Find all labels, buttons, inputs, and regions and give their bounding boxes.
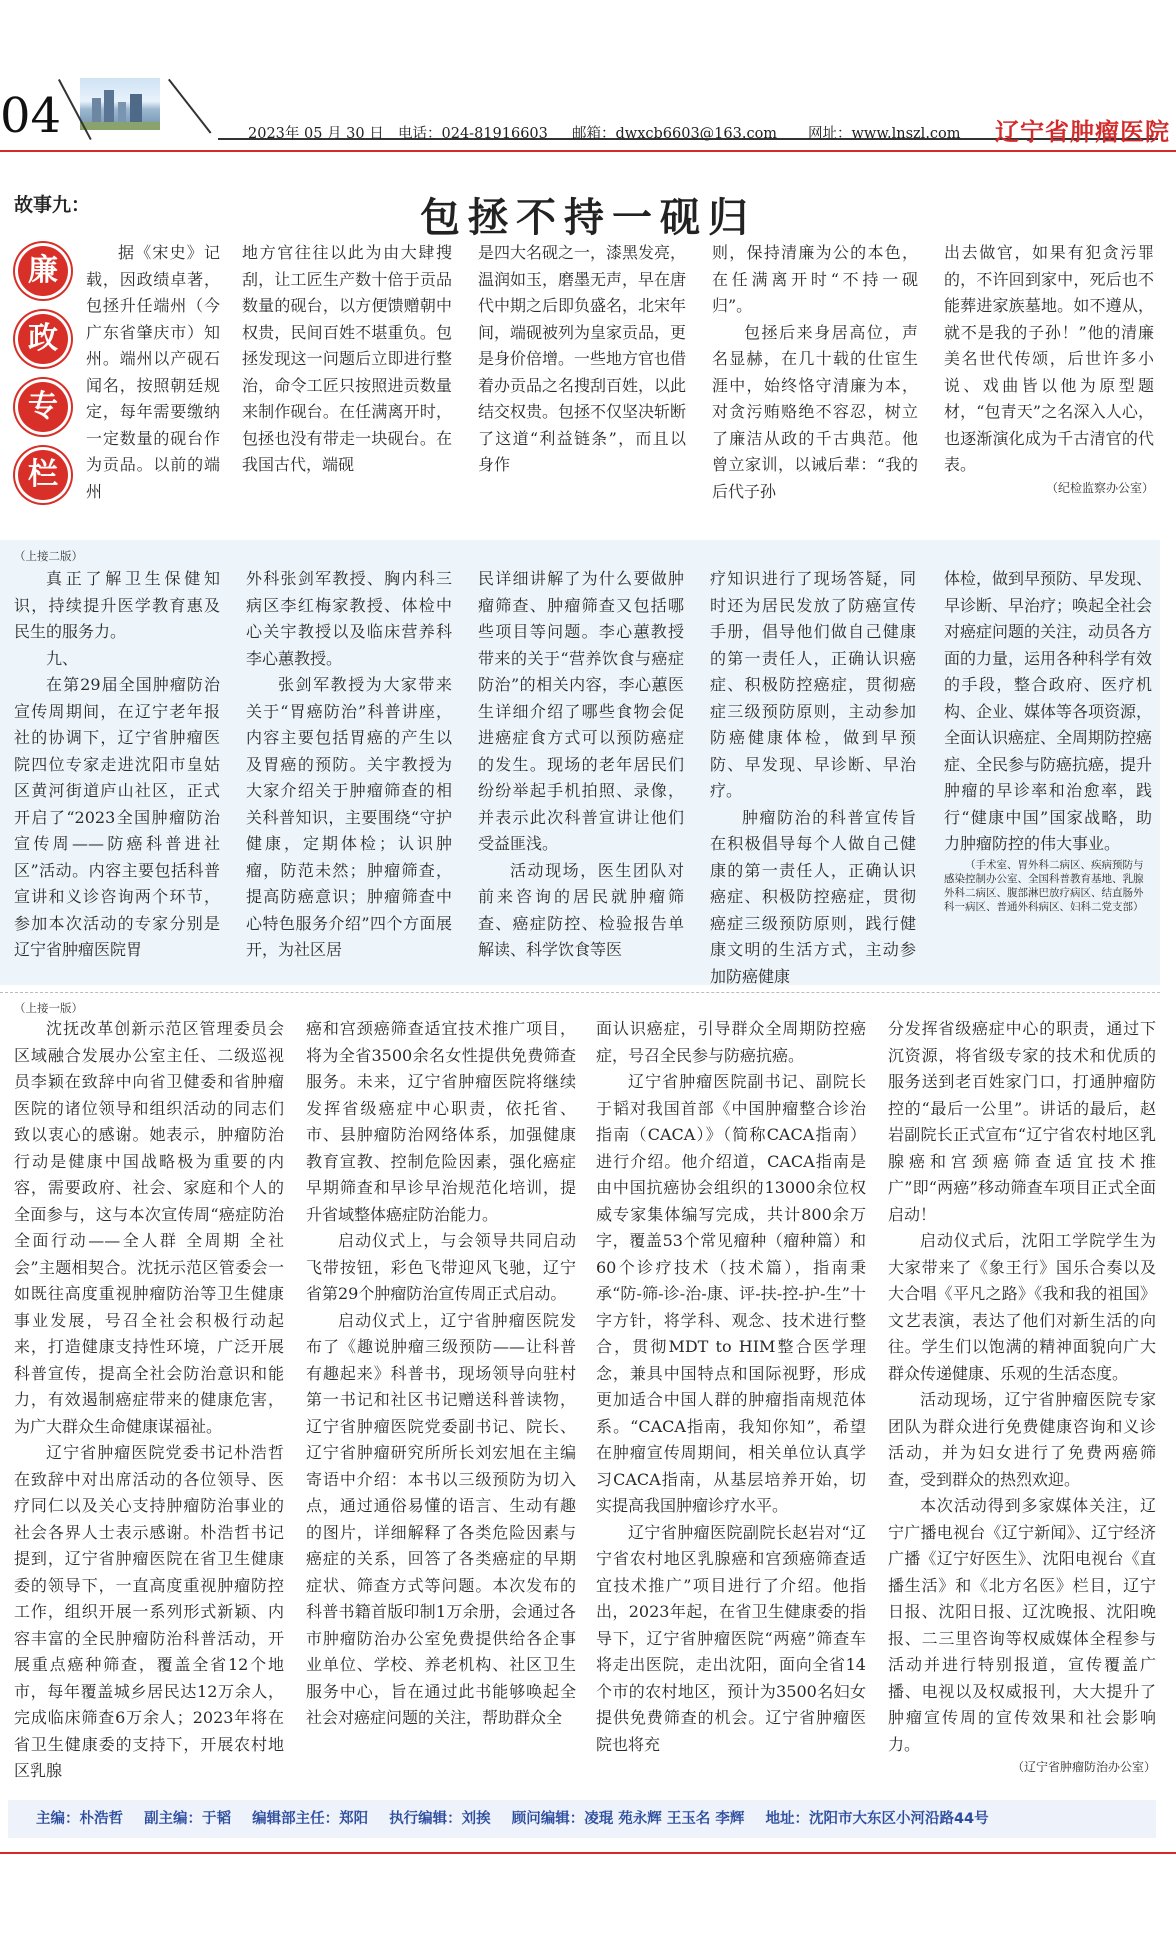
s3-para: 癌和宫颈癌筛查适宜技术推广项目，将为全省3500余名女性提供免费筛查服务。未来，辽宁省肿瘤医院将继续发挥省级癌症中心职责，依托省、市、县肿瘤防治网络体系，加强健康教育宣教、控制危险因素，强化癌症早期筛查和早诊早治规范化培训，提升省域整体癌症防治能力。 (306, 1019, 576, 1224)
header-red-rule (0, 150, 1176, 152)
s3-column-1 (14, 1016, 284, 1785)
s3-para: 沈抚改革创新示范区管理委员会区域融合发展办公室主任、二级巡视员李颖在致辞中向省卫健委和省肿瘤医院的诸位领导和组织活动的同志们致以衷心的感谢。她表示，肿瘤防治行动是健康中国战略极为重要的内容，需要政府、社会、家庭和个人的全面参与，这与本次宣传周“癌症防治 全面行动——全人群 全周期 全社会”主题相契合。沈抚示范区管委会一如既往高度重视肿瘤防治等卫生健康事业发展，号召全社会积极行动起来，打造健康支持性环境，广泛开展科普宣传，提高全社会防治意识和能力，有效遏制癌症带来的健康危害，为广大群众生命健康谋福祉。 (14, 1019, 284, 1436)
s2-column-4 (710, 566, 916, 990)
story-label: 故事九： (14, 194, 91, 216)
section-divider (0, 992, 1160, 993)
s2-para: 真正了解卫生保健知识，持续提升医学教育惠及民生的服务力。 (14, 569, 220, 641)
story-para: 据《宋史》记载，因政绩卓著，包拯升任端州（今广东省肇庆市）知州。端州以产砚石闻名，按照朝廷规定，每年需要缴纳一定数量的砚台作为贡品。以前的端州 (86, 243, 220, 501)
s2-para: 疗知识进行了现场答疑，同时还为居民发放了防癌宣传手册，倡导他们做自己健康的第一责任人，正确认识癌症、积极防控癌症，贯彻癌症三级预防原则，主动参加防癌健康体检，做到早预防、早发现、早诊断、早治疗。 (710, 569, 916, 800)
s3-column-2 (306, 1016, 576, 1732)
footer-exec-editor: 执行编辑：刘挨 (389, 1811, 491, 1827)
s2-para: 民详细讲解了为什么要做肿瘤筛查、肿瘤筛查又包括哪些项目等问题。李心蕙教授带来的关于“营养饮食与癌症防治”的相关内容，李心蕙医生详细介绍了哪些食物会促进癌症食方式可以预防癌症的发生。现场的老年居民们纷纷举起手机拍照、录像，并表示此次科普宣讲让他们受益匪浅。 (478, 569, 684, 853)
story-title: 包拯不持一砚归 (420, 195, 756, 241)
s2-para: 九、 (46, 648, 79, 668)
s3-para: 活动现场，辽宁省肿瘤医院专家团队为群众进行免费健康咨询和义诊活动，并为妇女进行了免费两癌筛查，受到群众的热烈欢迎。 (888, 1390, 1156, 1489)
s3-para: 辽宁省肿瘤医院党委书记朴浩哲在致辞中对出席活动的各位领导、医疗同仁以及关心支持肿瘤防治事业的社会各界人士表示感谢。朴浩哲书记提到，辽宁省肿瘤医院在省卫生健康委的领导下，一直高度重视肿瘤防控工作，组织开展一系列形式新颖、内容丰富的全民肿瘤防治科普活动，开展重点癌种筛查，覆盖全省12个地市，每年覆盖城乡居民达12万余人，完成临床筛查6万余人；2023年将在省卫生健康委的支持下，开展农村地区乳腺 (14, 1443, 284, 1780)
building-icon (80, 78, 160, 130)
footer-address: 地址：沈阳市大东区小河沿路44号 (765, 1811, 989, 1827)
header-thumbnail (80, 78, 160, 130)
header-slash-right (168, 79, 211, 134)
story-para: 出去做官，如果有犯贪污罪的，不许回到家中，死后也不能葬进家族墓地。如不遵从，就不是我的子孙！”他的清廉美名世代传颂，后世许多小说、戏曲皆以他为原型题材，“包青天”之名深入人心，也逐渐演化成为千古清官的代表。 (944, 243, 1154, 474)
s2-column-2 (246, 566, 452, 964)
badge-char-1: 廉 (18, 246, 68, 296)
masthead-footer (8, 1800, 1156, 1838)
s2-para: 活动现场，医生团队对前来咨询的居民就肿瘤筛查、癌症防控、检验报告单解读、科学饮食等医 (478, 860, 684, 959)
s3-para: 启动仪式后，沈阳工学院学生为大家带来了《象王行》国乐合奏以及大合唱《平凡之路》《我和我的祖国》文艺表演，表达了他们对新生活的向往。学生们以饱满的精神面貌向广大群众传递健康、乐观的生活态度。 (888, 1231, 1156, 1383)
s2-column-3 (478, 566, 684, 964)
s2-column-1 (14, 566, 220, 964)
story-para: 地方官往往以此为由大肆搜刮，让工匠生产数十倍于贡品数量的砚台，以方便馈赠朝中权贵，民间百姓不堪重负。包拯发现这一问题后立即进行整治，命令工匠只按照进贡数量来制作砚台。在任满离开时，包拯也没有带走一块砚台。在我国古代，端砚 (242, 243, 452, 474)
s3-para: 面认识癌症，引导群众全周期防控癌症，号召全民参与防癌抗癌。 (596, 1019, 866, 1065)
story-column-3 (478, 240, 686, 479)
s2-para: 张剑军教授为大家带来关于“胃癌防治”科普讲座，内容主要包括胃癌的产生以及胃癌的预防。关宇教授为大家介绍关于肿瘤筛查的相关科普知识，主要围绕“守护健康，定期体检；认识肿瘤，防范未然；肿瘤筛查，提高防癌意识；肿瘤筛查中心特色服务介绍”四个方面展开，为社区居 (246, 675, 452, 959)
s3-para: 辽宁省肿瘤医院副院长赵岩对“辽宁省农村地区乳腺癌和宫颈癌筛查适宜技术推广”项目进行了介绍。他指出，2023年起，在省卫生健康委的指导下，辽宁省肿瘤医院“两癌”筛查车将走出医院，走出沈阳，面向全省14个市的农村地区，预计为3500名妇女提供免费筛查的机会。辽宁省肿瘤医院也将充 (596, 1522, 866, 1754)
phone-number: 电话：024-81916603 (398, 126, 548, 142)
hospital-logo-text: 辽宁省肿瘤医院 (995, 118, 1170, 146)
footer-advisors: 顾问编辑：凌琨 苑永辉 王玉名 李辉 (511, 1811, 745, 1827)
s3-column-3 (596, 1016, 866, 1758)
s3-para: 启动仪式上，辽宁省肿瘤医院发布了《趣说肿瘤三级预防——让科普有趣起来》科普书，现场领导向驻村第一书记和社区书记赠送科普读物，辽宁省肿瘤医院党委副书记、院长、辽宁省肿瘤研究所所长刘宏旭在主编寄语中介绍：本书以三级预防为切入点，通过通俗易懂的语言、生动有趣的图片，详细解释了各类危险因素与癌症的关系，回答了各类癌症的早期症状、筛查方式等问题。本次发布的科普书籍首版印制1万余册，会通过各市肿瘤防治办公室免费提供给各企事业单位、学校、养老机构、社区卫生服务中心，旨在通过此书能够唤起全社会对癌症问题的关注，帮助群众全 (306, 1310, 576, 1727)
footer-deputy-editor: 副主编：于韬 (144, 1811, 232, 1827)
issue-date: 2023年 05 月 30 日 (248, 126, 384, 142)
s3-para: 本次活动得到多家媒体关注，辽宁广播电视台《辽宁新闻》、辽宁经济广播《辽宁好医生》、沈阳电视台《直播生活》和《北方名医》栏目，辽宁日报、沈阳日报、辽沈晚报、沈阳晚报、二三里咨询等权威媒体全程参与活动并进行特别报道，宣传覆盖广播、电视以及权威报刊，大大提升了肿瘤宣传周的宣传效果和社会影响力。 (888, 1496, 1156, 1754)
s2-para: 肿瘤防治的科普宣传旨在积极倡导每个人做自己健康的第一责任人，正确认识癌症、积极防控癌症，贯彻癌症三级预防原则，践行健康文明的生活方式，主动参加防癌健康 (710, 807, 916, 986)
email-address: 邮箱：dwxcb6603@163.com (572, 126, 778, 142)
story-column-5 (944, 240, 1154, 497)
story-column-1 (14, 240, 220, 505)
jump-label-page2: （上接二版） (14, 549, 83, 563)
website-url: 网址：www.lnszl.com (808, 126, 961, 142)
s3-para: 启动仪式上，与会领导共同启动飞带按钮，彩色飞带迎风飞驰，辽宁省第29个肿瘤防治宣传周正式启动。 (306, 1231, 576, 1303)
s2-signature: （手术室、胃外科二病区、疾病预防与感染控制办公室、全国科普教育基地、乳腺外科二病区、腹部淋巴放疗病区、结直肠外科一病区、普通外科病区、妇科二党支部） (944, 858, 1144, 913)
story-column-4 (712, 240, 918, 505)
s3-column-4 (888, 1016, 1156, 1776)
story-para: 是四大名砚之一，漆黑发亮，温润如玉，磨墨无声，早在唐代中期之后即负盛名，北宋年间，端砚被列为皇家贡品，更是身价倍增。一些地方官也借着办贡品之名搜刮百姓，以此结交权贵。包拯不仅坚决斩断了这道“利益链条”，而且以身作 (478, 243, 687, 474)
page-number: 04 (0, 88, 62, 144)
story-para: 则，保持清廉为公的本色，在任满离开时“不持一砚归”。 (712, 243, 918, 315)
story-para: 包拯后来身居高位，声名显赫，在几十载的仕宦生涯中，始终恪守清廉为本，对贪污贿赂绝不容忍，树立了廉洁从政的千古典范。他曾立家训，以诫后辈：“我的后代子孙 (712, 322, 918, 501)
footer-red-rule (0, 1852, 1176, 1854)
story-signature: （纪检监察办公室） (1045, 480, 1154, 495)
s3-para: 辽宁省肿瘤医院副书记、副院长于韬对我国首部《中国肿瘤整合诊治指南（CACA）》（简称CACA指南）进行介绍。他介绍道，CACA指南是由中国抗癌协会组织的13000余位权威专家集体编写完成，共计800余万字，覆盖53个常见瘤种（瘤种篇）和60个诊疗技术（技术篇），指南秉承“防-筛-诊-治-康、评-扶-控-护-生”十字方针，将学科、观念、技术进行整合，贯彻MDT to HIM整合医学理念，兼具中国特点和国际视野，形成更加适合中国人群的肿瘤指南规范体系。“CACA指南，我知你知”，希望在肿瘤宣传周期间，相关单位认真学习CACA指南，从基层培养开始，切实提高我国肿瘤诊疗水平。 (596, 1072, 866, 1515)
badge-char-3: 专 (18, 382, 68, 432)
badge-char-2: 政 (18, 314, 68, 364)
footer-dept-director: 编辑部主任：郑阳 (252, 1811, 369, 1827)
s2-column-5 (944, 566, 1152, 914)
s2-para: 外科张剑军教授、胸内科三病区李红梅家教授、体检中心关宇教授以及临床营养科李心蕙教授。 (246, 569, 452, 668)
s2-para: 体检，做到早预防、早发现、早诊断、早治疗；唤起全社会对癌症问题的关注，动员各方面的力量，运用各种科学有效的手段，整合政府、医疗机构、企业、媒体等各项资源，全面认识癌症、全周期防控癌症、全民参与防癌抗癌，提升肿瘤的早诊率和治愈率，践行“健康中国”国家战略，助力肿瘤防控的伟大事业。 (944, 569, 1153, 853)
s3-para: 分发挥省级癌症中心的职责，通过下沉资源，将省级专家的技术和优质的服务送到老百姓家门口，打通肿瘤防控的“最后一公里”。讲话的最后，赵岩副院长正式宣布“辽宁省农村地区乳腺癌和宫颈癌筛查适宜技术推广”即“两癌”移动筛查车项目正式全面启动！ (888, 1019, 1156, 1224)
s3-signature: （辽宁省肿瘤防治办公室） (1011, 1760, 1156, 1774)
badge-char-4: 栏 (18, 450, 68, 500)
s2-para: 在第29届全国肿瘤防治宣传周期间，在辽宁老年报社的协调下，辽宁省肿瘤医院四位专家走进沈阳市皇姑区黄河街道庐山社区，正式开启了“2023全国肿瘤防治宣传周——防癌科普进社区”活动。内容主要包括科普宣讲和义诊咨询两个环节，参加本次活动的专家分别是辽宁省肿瘤医院胃 (14, 675, 220, 959)
story-column-2 (242, 240, 452, 479)
footer-chief-editor: 主编：朴浩哲 (36, 1811, 123, 1827)
jump-label-page1: （上接一版） (14, 1001, 83, 1015)
